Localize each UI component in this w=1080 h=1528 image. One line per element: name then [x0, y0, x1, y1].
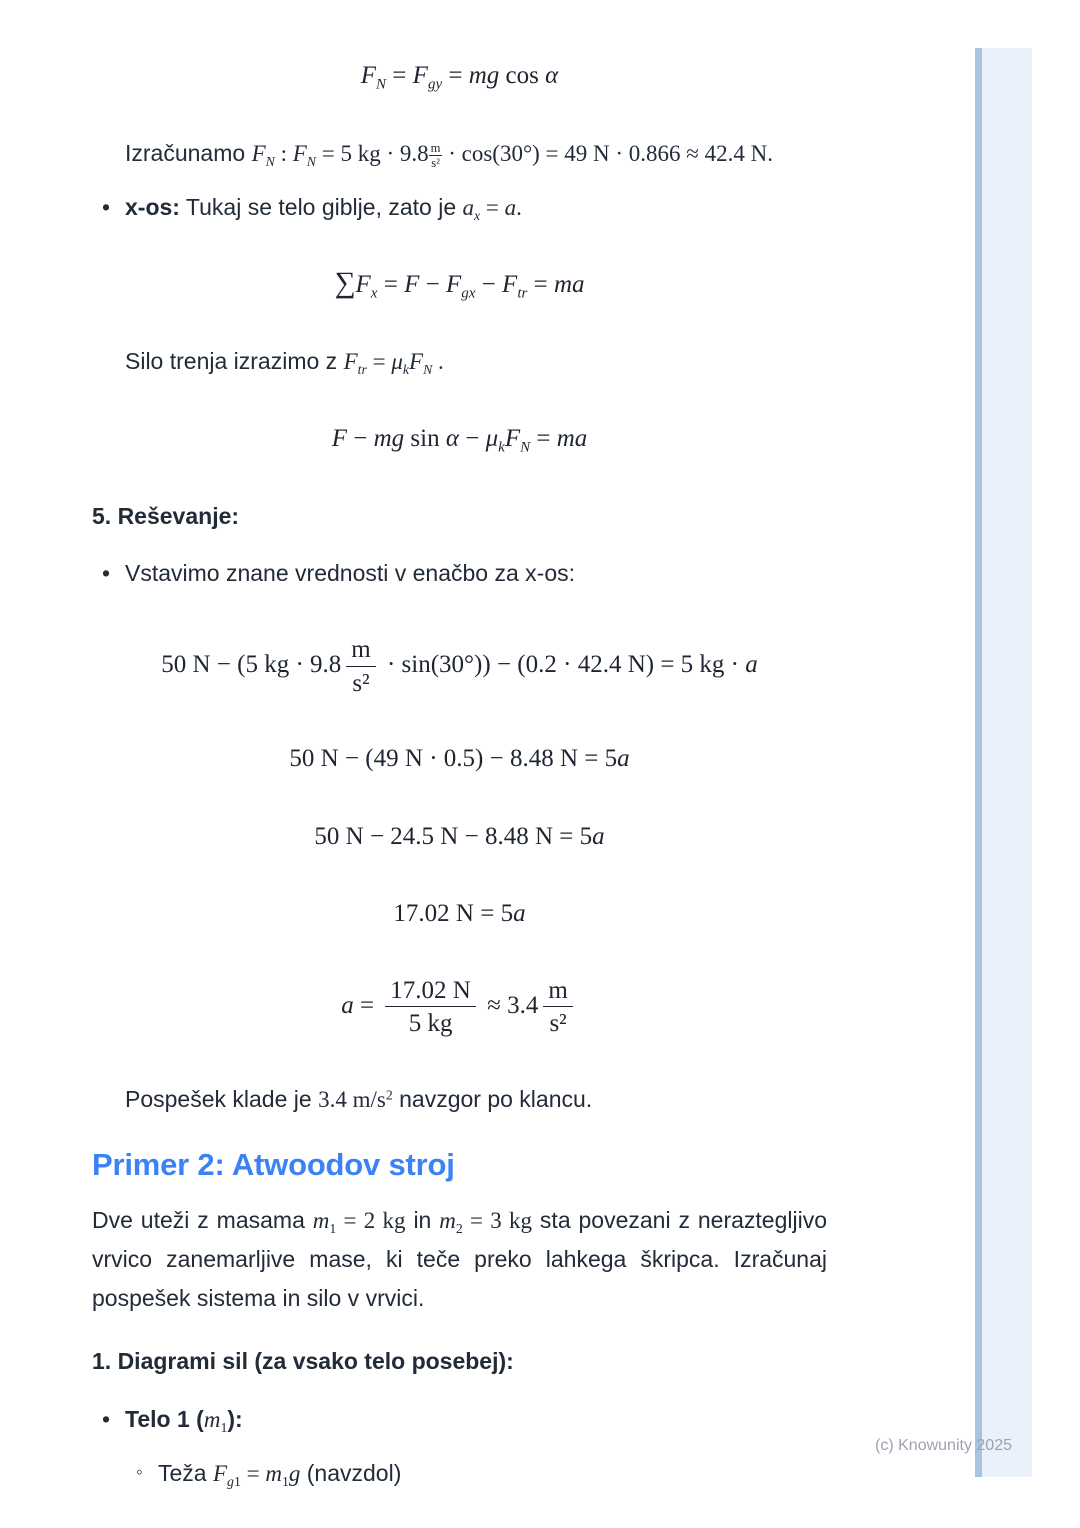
formula-line: $\sum F_x = F - F_{gx} - F_{tr}$ = ma: [334, 266, 585, 302]
fraction: $\frac{m}{\text{s²}}$: [543, 976, 572, 1039]
formula-line: 50 N − (49 N · 0.5) − 8.48 N = 5a: [289, 745, 630, 773]
body-text: Silo trenja izrazimo z $F_{tr} = \mu_kF_N$ .: [125, 348, 444, 378]
bold-heading: 5. Reševanje:: [92, 502, 240, 529]
formula-line: 50 N − 24.5 N − 8.48 N = 5a: [314, 822, 605, 850]
copyright-text: (c) Knowunity 2025: [875, 1437, 1012, 1454]
section-title: Primer 2: Atwoodov stroj: [92, 1147, 455, 1183]
body-text: Izračunamo $F_N$ : $F_N = 5$ kg · 9.8 $\frac{m}{\text{s²}}$ · cos(30°) = 49 N · 0.866 ≈ 42.4 N.: [125, 139, 774, 171]
circle-marker: ◦: [136, 1460, 143, 1482]
bold-heading: 1. Diagrami sil (za vsako telo posebej):: [92, 1348, 514, 1375]
fraction: $\frac{m}{\text{s²}}$: [346, 635, 375, 698]
fraction: $\frac{m}{\text{s²}}$: [430, 140, 441, 171]
paragraph: Dve uteži z masama $m_1 = 2$ kg in $m_2 = 3$ kg sta povezani z neraztegljivo vrvico zanemarljive mase, ki teče preko lahkega škripca. Izračunaj pospešek sistema in silo v vrvici.: [92, 1207, 827, 1312]
body-text: Pospešek klade je 3.4 $m/s^2$ navzgor po klancu.: [125, 1085, 593, 1112]
next-page-edge: [975, 48, 1032, 1477]
bullet-marker: •: [102, 560, 111, 587]
formula-line: F − mg $\sin \alpha - \mu_kF_N$ = ma: [331, 425, 588, 456]
document-content: [92, 14, 827, 1511]
list-item: • Vstavimo znane vrednosti v enačbo za x-os:: [92, 558, 827, 590]
formula-line: $F_N = F_{gy}$ = mg cos α: [360, 62, 559, 93]
formula-line: 50 N − (5 kg · 9.8 $\frac{m}{\text{s²}}$ · sin(30°)) − (0.2 · 42.4 N) = 5 kg · a: [161, 636, 758, 697]
formula-line: a = $\frac{17.02 N}{5 kg}$ ≈ 3.4 $\frac{m}{\text{s²}}$: [92, 976, 827, 1039]
fraction: $\frac{17.02 N}{5 kg}$: [385, 976, 476, 1039]
formula-line: 17.02 N = 5a: [393, 900, 526, 928]
bullet-marker: •: [102, 1405, 111, 1432]
list-subitem: ◦ Teža $F_{g1} = m_1g$ (navzdol): [136, 1459, 402, 1489]
list-item: • x-os: Tukaj se telo giblje, zato je $a_x = a$.: [102, 194, 522, 224]
list-item: • Telo 1 $(m_1)$:: [102, 1405, 243, 1436]
bullet-marker: •: [102, 194, 111, 221]
